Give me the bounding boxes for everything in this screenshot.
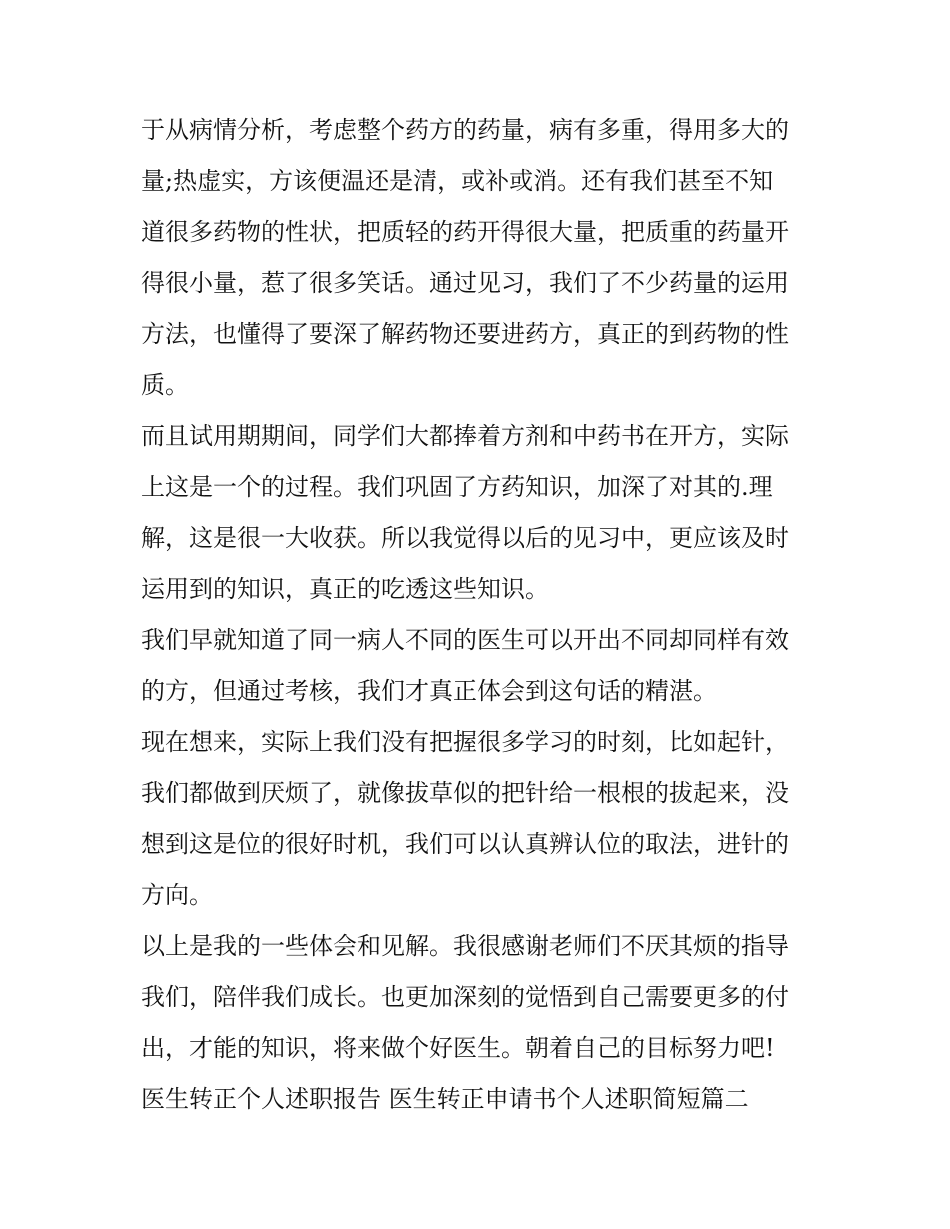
text-line: 以上是我的一些体会和见解。我很感谢老师们不厌其烦的指导 [141,932,789,960]
text-line: 我们都做到厌烦了，就像拔草似的把针给一根根的拔起来，没 [141,779,789,807]
text-line: 量;热虚实，方该便温还是清，或补或消。还有我们甚至不知 [141,167,774,195]
text-line: 而且试用期期间，同学们大都捧着方剂和中药书在开方，实际 [141,422,789,450]
text-line: 方法，也懂得了要深了解药物还要进药方，真正的到药物的性 [141,320,789,348]
text-line: 现在想来，实际上我们没有把握很多学习的时刻，比如起针， [141,728,789,756]
text-line: 得很小量，惹了很多笑话。通过见习，我们了不少药量的运用 [141,269,789,297]
text-line: 我们，陪伴我们成长。也更加深刻的觉悟到自己需要更多的付 [141,983,789,1011]
text-line: 道很多药物的性状，把质轻的药开得很大量，把质重的药量开 [141,218,789,246]
text-line: 出，才能的知识，将来做个好医生。朝着自己的目标努力吧! [141,1034,775,1062]
text-line: 的方，但通过考核，我们才真正体会到这句话的精湛。 [141,677,717,705]
text-line: 想到这是位的很好时机，我们可以认真辨认位的取法，进针的 [141,830,789,858]
text-line: 于从病情分析，考虑整个药方的药量，病有多重，得用多大的 [141,116,789,144]
text-line: 质。 [141,371,189,399]
text-line: 上这是一个的过程。我们巩固了方药知识，加深了对其的.理 [141,473,773,501]
text-line: 方向。 [141,881,213,909]
section-heading: 医生转正个人述职报告 医生转正申请书个人述职简短篇二 [141,1085,749,1113]
text-line: 运用到的知识，真正的吃透这些知识。 [141,575,549,603]
text-line: 解，这是很一大收获。所以我觉得以后的见习中，更应该及时 [141,524,789,552]
document-body [141,105,821,1125]
text-line: 我们早就知道了同一病人不同的医生可以开出不同却同样有效 [141,626,789,654]
